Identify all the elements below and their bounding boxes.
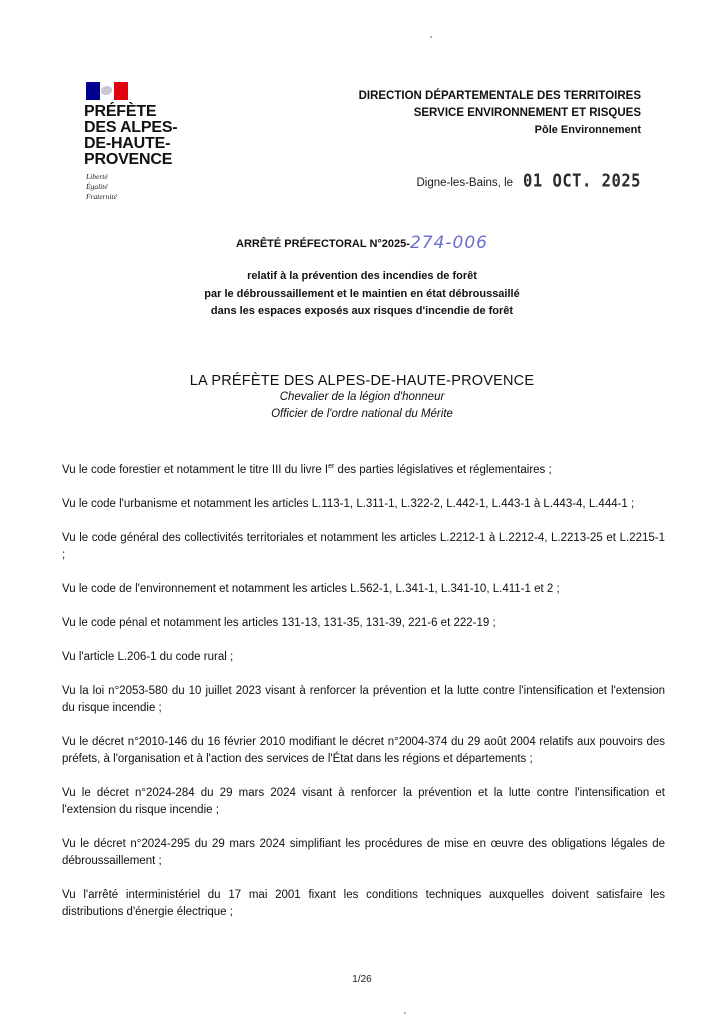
scan-speck bbox=[404, 1012, 406, 1014]
date-line bbox=[417, 172, 642, 190]
arrete-subject bbox=[0, 268, 724, 321]
motto-line: Égalité bbox=[86, 182, 108, 191]
vu-text: des parties législatives et réglementaires ; bbox=[334, 464, 552, 476]
vu-superscript: er bbox=[328, 463, 335, 470]
marianne-flag-logo bbox=[86, 82, 128, 100]
date-stamp: 01 OCT. 2025 bbox=[523, 170, 641, 192]
pole-name: Pôle Environnement bbox=[534, 124, 641, 136]
marianne-profile-icon bbox=[100, 82, 114, 100]
vu-paragraph: Vu le code général des collectivités territoriales et notamment les articles L.2212-1 à L.2212-4, L.2213-25 et L.2215-1 ; bbox=[62, 532, 665, 561]
vu-paragraph: Vu l'arrêté interministériel du 17 mai 2001 fixant les conditions techniques auxquelles doivent satisfaire les distributions d'énergie électrique ; bbox=[62, 889, 665, 918]
authority-name: LA PRÉFÈTE DES ALPES-DE-HAUTE-PROVENCE bbox=[189, 373, 535, 389]
institution-line: PRÉFÈTE bbox=[84, 103, 157, 120]
arrete-prefix: ARRÊTÉ PRÉFECTORAL N°2025- bbox=[236, 238, 410, 250]
subject-line: relatif à la prévention des incendies de forêt bbox=[247, 270, 477, 282]
vu-paragraph: Vu le décret n°2024-295 du 29 mars 2024 simplifiant les procédures de mise en œuvre des obligations légales de débroussaillement ; bbox=[62, 838, 665, 867]
motto-line: Fraternité bbox=[86, 192, 117, 201]
vu-paragraph: Vu le code pénal et notamment les articles 131-13, 131-35, 131-39, 221-6 et 222-19 ; bbox=[62, 617, 496, 629]
republic-motto bbox=[86, 172, 117, 202]
vu-paragraph: Vu la loi n°2053-580 du 10 juillet 2023 visant à renforcer la prévention et la lutte contre l'intensification et l'extension du risque incendie ; bbox=[62, 685, 665, 714]
vu-paragraph: Vu le décret n°2024-284 du 29 mars 2024 visant à renforcer la prévention et la lutte contre l'intensification et l'extension du risque incendie ; bbox=[62, 787, 665, 816]
direction-name: DIRECTION DÉPARTEMENTALE DES TERRITOIRES bbox=[358, 90, 641, 102]
flag-red-band bbox=[114, 82, 128, 100]
handwritten-number: 274-006 bbox=[409, 233, 488, 253]
institution-line: DES ALPES- bbox=[84, 119, 178, 136]
issuing-department bbox=[359, 88, 641, 139]
institution-name bbox=[84, 104, 204, 168]
subject-line: dans les espaces exposés aux risques d'incendie de forêt bbox=[210, 305, 514, 317]
date-place: Digne-les-Bains, le bbox=[416, 177, 514, 189]
institution-line: DE-HAUTE- bbox=[84, 135, 171, 152]
authority-block bbox=[0, 373, 724, 423]
institution-line: PROVENCE bbox=[84, 151, 173, 168]
motto-line: Liberté bbox=[86, 172, 108, 181]
authority-title: Chevalier de la légion d'honneur bbox=[279, 391, 445, 403]
vu-paragraph: Vu le code l'urbanisme et notamment les articles L.113-1, L.311-1, L.322-2, L.442-1, L.443-1 à L.443-4, L.444-1 ; bbox=[62, 498, 635, 510]
page-number: 1/26 bbox=[352, 974, 372, 985]
vu-paragraph: Vu le code de l'environnement et notamment les articles L.562-1, L.341-1, L.341-10, L.411-1 et 2 ; bbox=[62, 583, 560, 595]
subject-line: par le débroussaillement et le maintien en état débroussaillé bbox=[204, 287, 520, 300]
scan-speck bbox=[430, 36, 432, 38]
vu-list bbox=[62, 462, 665, 921]
authority-title: Officier de l'ordre national du Mérite bbox=[271, 408, 453, 420]
vu-text: Vu le code forestier et notamment le titre III du livre I bbox=[62, 464, 329, 476]
flag-blue-band bbox=[86, 82, 100, 100]
service-name: SERVICE ENVIRONNEMENT ET RISQUES bbox=[413, 107, 641, 119]
vu-paragraph: Vu le décret n°2010-146 du 16 février 2010 modifiant le décret n°2004-374 du 29 août 2004 relatifs aux pouvoirs des préfets, à l'organisation et à l'action des services de l'État dans les régions et départements ; bbox=[62, 736, 665, 765]
vu-paragraph: Vu l'article L.206-1 du code rural ; bbox=[62, 651, 234, 663]
arrete-number bbox=[0, 232, 724, 252]
vu-paragraph bbox=[62, 462, 665, 479]
